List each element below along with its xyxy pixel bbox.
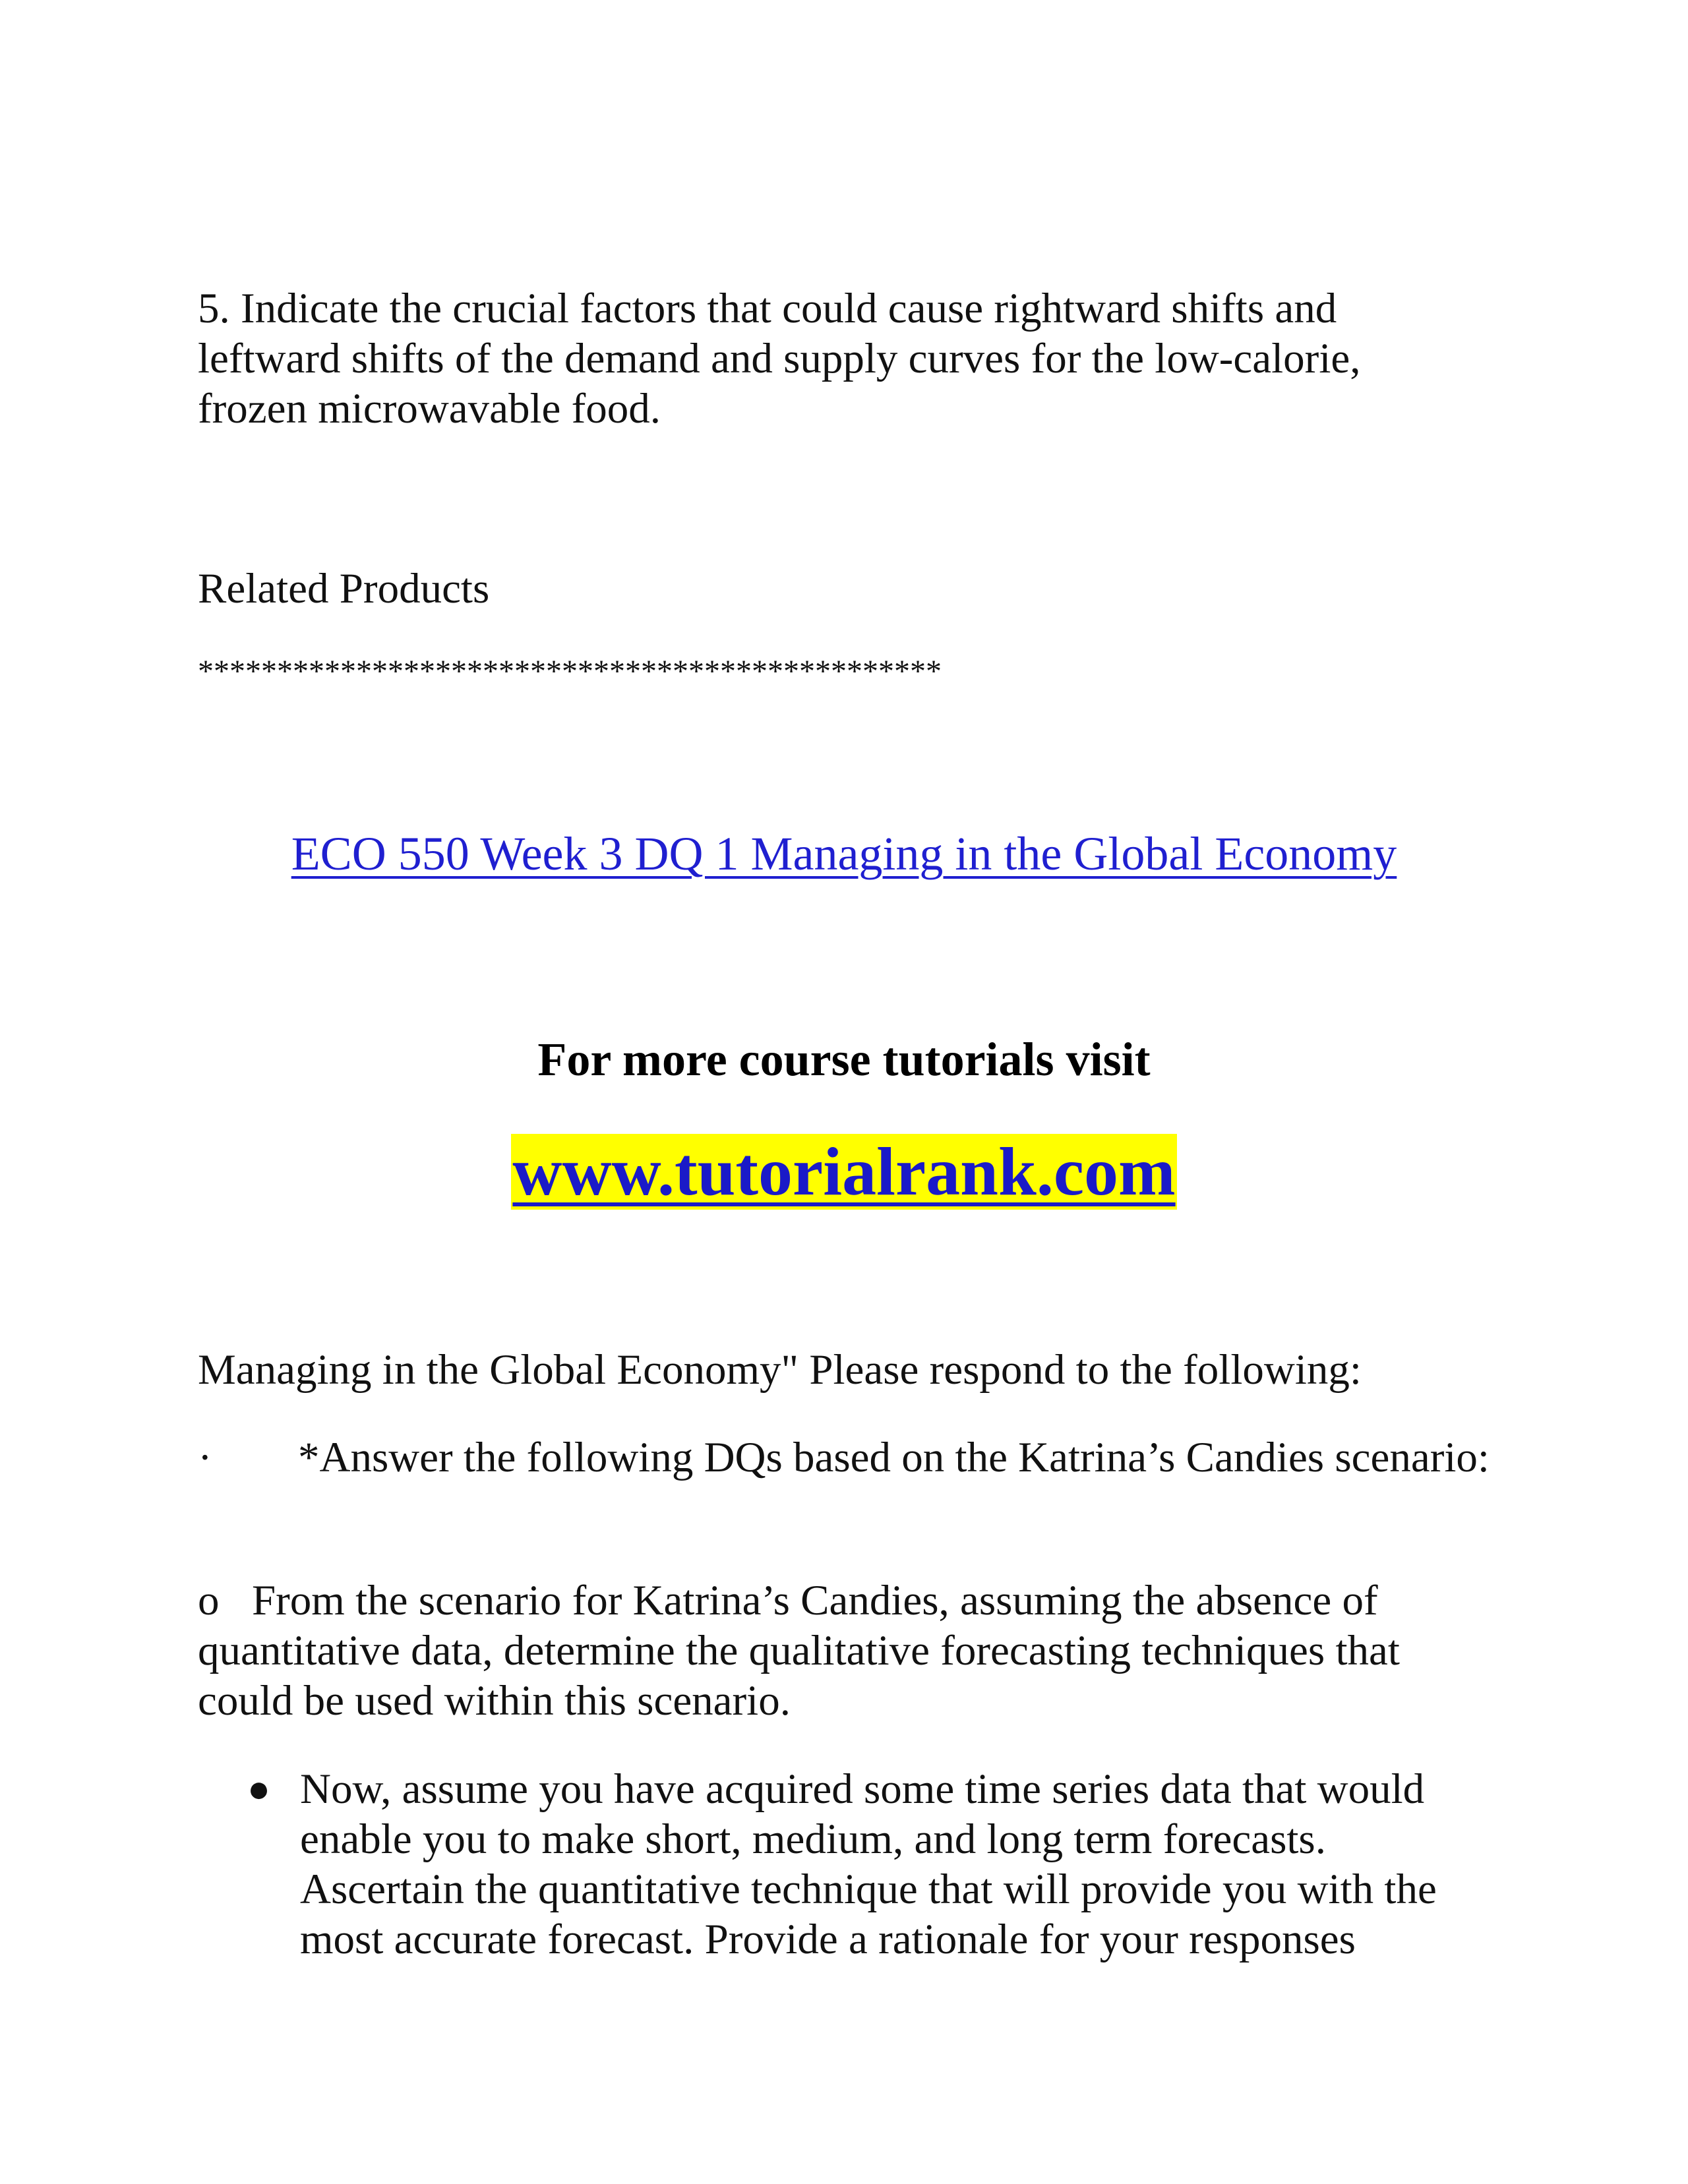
promo-site-line bbox=[0, 1133, 1688, 1212]
answer-instruction-text: *Answer the following DQs based on the Katrina’s Candies scenario: bbox=[298, 1434, 1490, 1481]
answer-instruction bbox=[198, 1432, 1490, 1483]
scenario-question bbox=[198, 1576, 1490, 1726]
related-products-heading: Related Products bbox=[198, 565, 490, 612]
bullet-icon: ● bbox=[247, 1767, 271, 1810]
dq-intro: Managing in the Global Economy" Please respond to the following: bbox=[198, 1346, 1362, 1394]
bullet-dot: · bbox=[198, 1434, 212, 1481]
promo-heading: For more course tutorials visit bbox=[537, 1033, 1151, 1086]
question-5-text: 5. Indicate the crucial factors that could cause rightward shifts and leftward shifts of the demand and supply curves for the low-calorie, frozen microwavable food. bbox=[198, 285, 1361, 432]
scenario-question-text: From the scenario for Katrina’s Candies, assuming the absence of quantitative data, determine the qualitative forecasting techniques that could be used within this scenario. bbox=[198, 1577, 1400, 1725]
product-link[interactable]: ECO 550 Week 3 DQ 1 Managing in the Global Economy bbox=[291, 827, 1397, 880]
product-link-line bbox=[0, 824, 1688, 883]
promo-site-link[interactable]: www.tutorialrank.com bbox=[512, 1134, 1176, 1210]
bullet-item-text: Now, assume you have acquired some time series data that would enable you to make short, medium, and long term forecasts. Ascertain the quantitative technique that will provide you with the most accurate forecast. Provide a rationale for your responses bbox=[300, 1765, 1437, 1963]
bullet-list-item bbox=[247, 1764, 1487, 1964]
separator-line: *********************************************** bbox=[198, 654, 942, 689]
list-marker-o: o bbox=[198, 1577, 220, 1624]
